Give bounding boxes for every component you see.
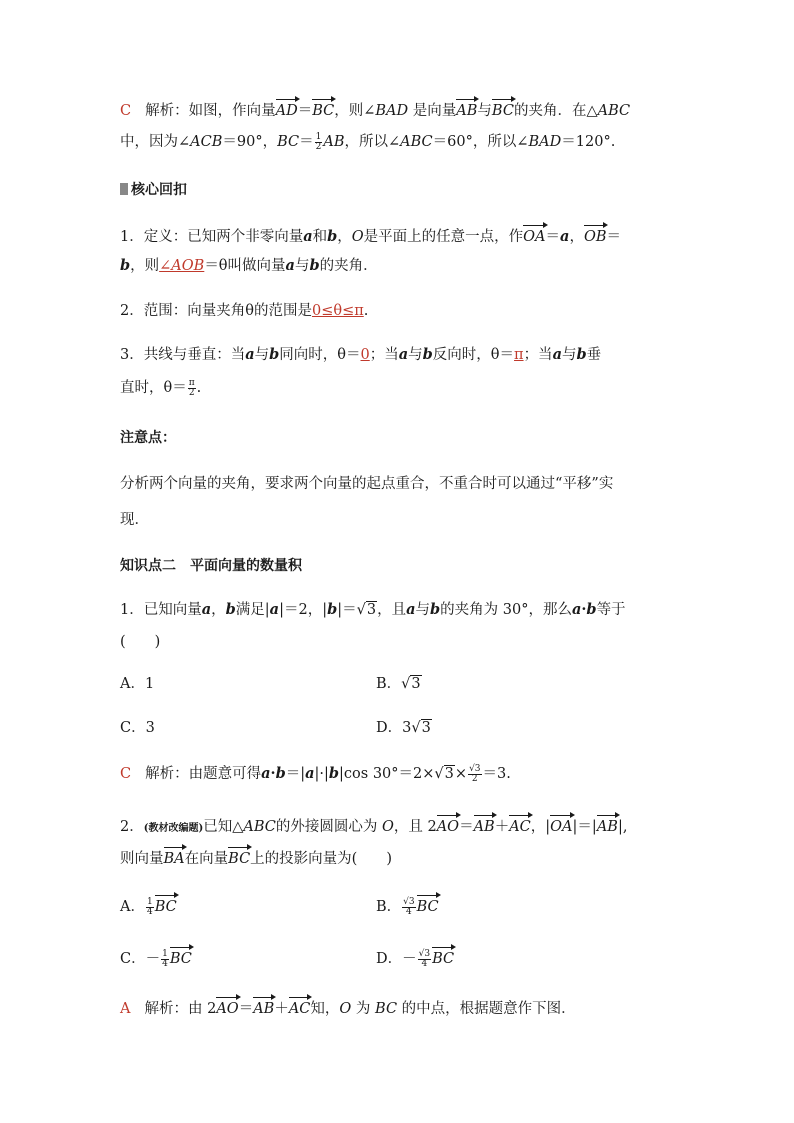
definition-line-2: b，则∠AOB＝θ叫做向量a与b的夹角．: [120, 257, 378, 274]
fraction-sqrt3-2: $\frac{√3}{2}$: [469, 763, 481, 784]
note-line-2: 现．: [120, 512, 149, 528]
option-A[interactable]: A．1: [120, 676, 155, 692]
bookmark-icon: [120, 183, 128, 195]
answer-angle-AOB: ∠AOB: [159, 258, 205, 274]
fraction-pi-2: $\frac{\pi}{2}$: [188, 377, 195, 398]
note-heading: 注意点：: [120, 430, 176, 446]
question-1-options-CD: [120, 718, 431, 738]
vector-AB: AB: [456, 98, 477, 121]
answer-letter: A: [120, 1001, 131, 1017]
answer-pi: π: [514, 347, 524, 363]
option-C[interactable]: C．－ $\frac{1}{4}$ BC: [120, 951, 192, 967]
answer-zero: 0: [360, 347, 370, 363]
collinear-line-2: 直时，θ＝ $\frac{\pi}{2}$ .: [120, 377, 202, 398]
section-heading-2: 知识点二 平面向量的数量积: [120, 558, 302, 574]
definition-line-1: 1．定义：已知两个非零向量a和b，O是平面上的任意一点，作OA＝a，OB＝: [120, 224, 621, 247]
answer-letter: C: [120, 766, 132, 782]
note-line-1: 分析两个向量的夹角，要求两个向量的起点重合，不重合时可以通过“平移”实: [120, 476, 614, 492]
fraction-half: $\frac{1}{2}$: [315, 131, 322, 152]
range-line: 2．范围：向量夹角θ的范围是0≤θ≤π.: [120, 303, 369, 319]
section-heading-core: 核心回扣: [120, 180, 187, 200]
vector-AD: AD: [276, 98, 298, 121]
option-D[interactable]: D．－ $\frac{√3}{4}$ BC: [376, 946, 454, 969]
question-2-options-CD: [120, 946, 455, 969]
question-2-line-2: 则向量BA在向量BC上的投影向量为( ): [120, 846, 392, 869]
vector-OB: OB: [584, 224, 607, 247]
solution-1-line: C 解析：由题意可得a·b＝|a|·|b|cos 30°＝2×√3× $\frac{√3}{2}$ ＝3.: [120, 763, 511, 784]
vector-BC: BC: [492, 98, 514, 121]
answer-range: 0≤θ≤π: [311, 303, 364, 319]
solution-line-1: C 解析：如图，作向量AD＝BC，则∠BAD 是向量AB与BC的夹角．在△ABC: [120, 98, 630, 121]
option-C[interactable]: C．3: [120, 720, 155, 736]
question-1-options-AB: [120, 674, 421, 694]
collinear-line-1: 3．共线与垂直：当a与b同向时，θ＝0；当a与b反向时，θ＝π；当a与b垂: [120, 346, 602, 363]
question-2-line-1: 2．(教材改编题)已知△ABC的外接圆圆心为 O，且 2AO＝AB＋AC，|OA|＝|AB|,: [120, 814, 627, 839]
answer-letter: C: [120, 103, 132, 119]
question-2-options-AB: [120, 894, 439, 917]
solution-line-2: 中，因为∠ACB＝90°，BC＝ $\frac{1}{2}$ AB，所以∠ABC＝60°，所以∠BAD＝120°.: [120, 131, 616, 152]
question-1-paren: ( ): [120, 634, 161, 650]
question-1-line-1: 1．已知向量a，b满足|a|＝2，|b|＝√3，且a与b的夹角为 30°，那么a·b等于: [120, 601, 626, 618]
solution-2-line: A 解析：由 2AO＝AB＋AC知，O 为 BC 的中点，根据题意作下图．: [120, 996, 576, 1019]
source-tag: (教材改编题): [143, 823, 204, 834]
option-D[interactable]: D．3√3: [376, 720, 431, 736]
vector-BC: BC: [312, 98, 334, 121]
sqrt-3: √3: [356, 602, 377, 618]
option-B[interactable]: B．√3: [376, 676, 421, 692]
vector-OA: OA: [523, 224, 545, 247]
option-B[interactable]: B． $\frac{√3}{4}$ BC: [376, 894, 439, 917]
option-A[interactable]: A． $\frac{1}{4}$ BC: [120, 899, 177, 915]
